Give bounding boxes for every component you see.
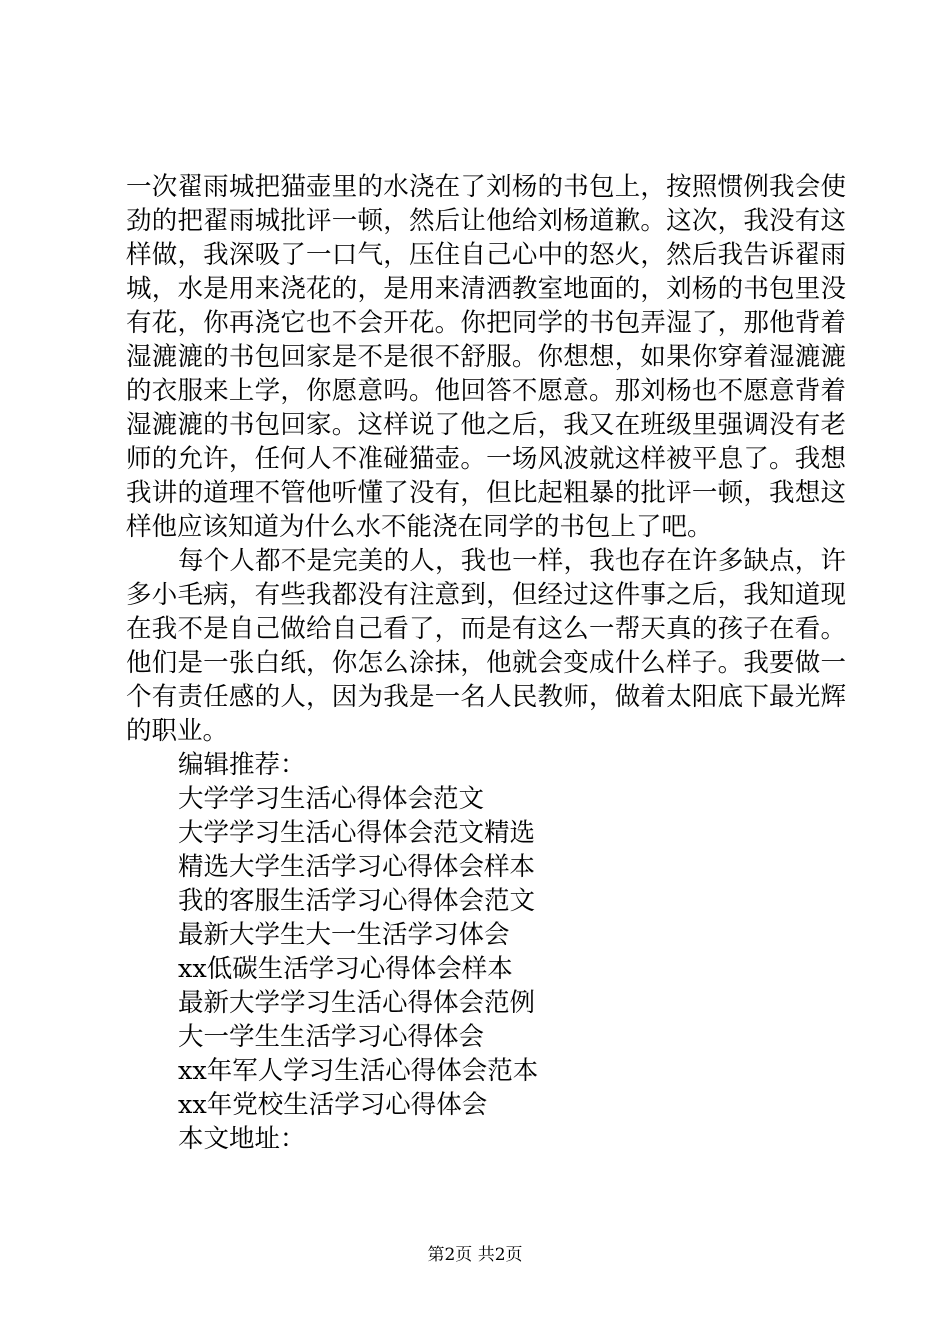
recommend-item-8[interactable]: 大一学生生活学习心得体会 (178, 1022, 485, 1052)
article-address-label: 本文地址： (178, 1124, 306, 1154)
recommend-item-4[interactable]: 我的客服生活学习心得体会范文 (178, 886, 536, 916)
paragraph-story: 一次翟雨城把猫壶里的水浇在了刘杨的书包上，按照惯例我会使劲的把翟雨城批评一顿，然后让他给刘杨道歉。这次，我没有这样做，我深吸了一口气，压住自己心中的怒火，然后我告诉翟雨城，水是用来浇花的，是用来清洒教室地面的，刘杨的书包里没有花，你再浇它也不会开花。你把同学的书包弄湿了，那他背着湿漉漉的书包回家是不是很不舒服。你想想，如果你穿着湿漉漉的衣服来上学，你愿意吗。他回答不愿意。那刘杨也不愿意背着湿漉漉的书包回家。这样说了他之后，我又在班级里强调没有老师的允许，任何人不准碰猫壶。一场风波就这样被平息了。我想我讲的道理不管他听懂了没有，但比起粗暴的批评一顿，我想这样他应该知道为什么水不能浇在同学的书包上了吧。 (126, 172, 846, 542)
page-footer: 第2页 共2页 (427, 1245, 523, 1265)
recommend-item-2[interactable]: 大学学习生活心得体会范文精选 (178, 818, 536, 848)
recommend-item-6[interactable]: xx低碳生活学习心得体会样本 (178, 954, 513, 984)
paragraph-reflection: 每个人都不是完美的人，我也一样，我也存在许多缺点，许多小毛病，有些我都没有注意到，但经过这件事之后，我知道现在我不是自己做给自己看了，而是有这么一帮天真的孩子在看。他们是一张白纸，你怎么涂抹，他就会变成什么样子。我要做一个有责任感的人，因为我是一名人民教师，做着太阳底下最光辉的职业。 (126, 546, 846, 746)
recommend-item-9[interactable]: xx年军人学习生活心得体会范本 (178, 1056, 539, 1086)
recommend-item-7[interactable]: 最新大学学习生活心得体会范例 (178, 988, 536, 1018)
recommend-item-10[interactable]: xx年党校生活学习心得体会 (178, 1090, 488, 1120)
recommend-item-3[interactable]: 精选大学生活学习心得体会样本 (178, 852, 536, 882)
recommend-item-5[interactable]: 最新大学生大一生活学习体会 (178, 920, 510, 950)
recommend-item-1[interactable]: 大学学习生活心得体会范文 (178, 784, 485, 814)
recommend-list (126, 748, 846, 1156)
recommend-heading: 编辑推荐： (178, 750, 306, 780)
document-body (126, 170, 846, 1156)
